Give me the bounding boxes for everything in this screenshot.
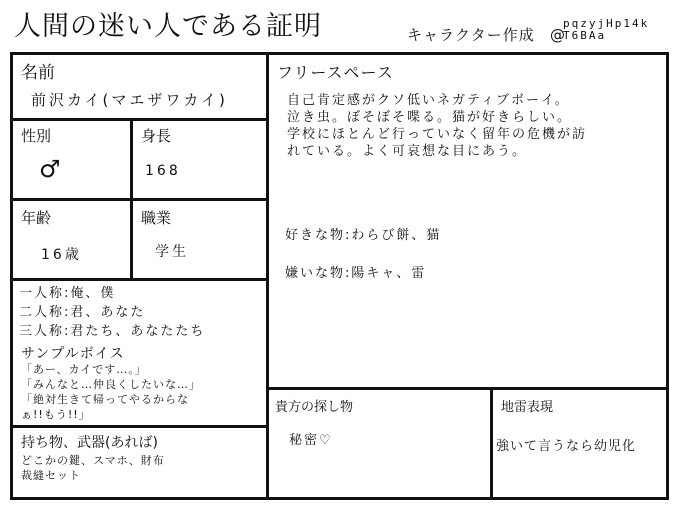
author-handle [563,18,649,42]
sample-voice-label: サンプルボイス [21,346,125,362]
likes-text: 好きな物:わらび餅、猫 [285,228,442,243]
voice-line: 「絶対生きて帰ってやるからな [21,393,189,406]
belongings-line: 裁縫セット [21,469,81,482]
free-space-line: 泣き虫。ぼそぼそ喋る。猫が好きらしい。 [287,110,573,125]
voice-line: ぁ!!もう!!」 [21,408,91,421]
age-label: 年齢 [21,209,52,227]
landmine-label: 地雷表現 [501,400,554,415]
age-section [10,198,133,281]
page-title: 人間の迷い人である証明 [14,11,322,42]
search-item-value: 秘密♡ [289,433,333,448]
job-section [130,198,269,281]
sample-voice-lines [21,362,201,422]
handle-line-1: pqzyjHp14k [563,17,650,30]
name-label: 名前 [21,63,55,83]
gender-section [10,118,133,201]
pronoun-list [19,284,205,341]
age-value: 16歳 [41,247,82,263]
search-item-section [266,387,493,500]
voice-line: 「あー、カイです…。」 [21,363,147,376]
first-person-pronoun: 一人称:俺、僕 [19,286,116,301]
free-space-section [266,52,669,390]
free-space-line: れている。よく可哀想な目にあう。 [287,144,528,159]
belongings-lines [21,453,165,483]
dislikes-text: 嫌いな物:陽キャ、雷 [285,266,427,281]
belongings-line: どこかの鍵、スマホ、財布 [21,454,165,467]
male-symbol-icon: ♂ [39,155,61,183]
landmine-value: 強いて言うなら幼児化 [496,439,637,454]
height-section [130,118,269,201]
belongings-label: 持ち物、武器(あれば) [21,435,158,451]
belongings-section [10,425,269,500]
search-item-label: 貴方の探し物 [275,400,354,415]
free-space-text [287,92,587,160]
handle-at-sign: @ [550,26,565,44]
free-space-line: 学校にほとんど行っていなく留年の危機が訪 [287,127,588,142]
handle-line-2: T6BAa [563,29,607,42]
voice-line: 「みんなと…仲良くしたいな…」 [21,378,201,391]
pronoun-voice-section [10,278,269,428]
job-label: 職業 [141,209,172,227]
height-value: 168 [145,163,181,179]
name-value: 前沢カイ(マエザワカイ) [31,91,228,109]
name-section [10,52,269,121]
landmine-section [490,387,669,500]
height-label: 身長 [141,127,172,145]
maker-label: キャラクター作成 [407,26,535,44]
free-space-line: 自己肯定感がクソ低いネガティブボーイ。 [287,93,570,108]
free-space-label: フリースペース [277,63,394,82]
third-person-pronoun: 三人称:君たち、あなたたち [19,324,206,339]
job-value: 学生 [155,244,189,260]
second-person-pronoun: 二人称:君、あなた [19,305,146,320]
gender-label: 性別 [21,127,52,145]
